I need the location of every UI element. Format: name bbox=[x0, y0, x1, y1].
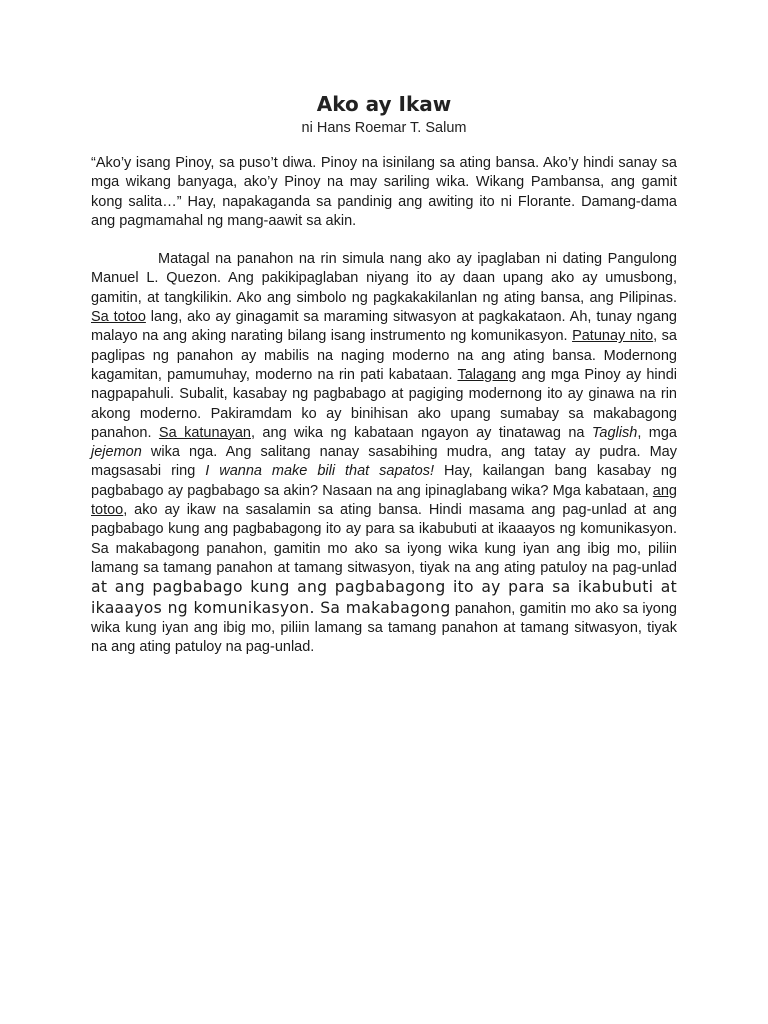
text-run: Hay, kailangan bang kasabay ng pagbabago ay pagbabago sa akin? Nasaan na ang ipinaglabang wika? Mga kabataan, bbox=[91, 463, 677, 499]
italic-phrase: Taglish bbox=[591, 424, 638, 441]
text-run: , mga bbox=[637, 424, 677, 441]
document-author: ni Hans Roemar T. Salum bbox=[301, 120, 467, 136]
italic-phrase: jejemon bbox=[91, 444, 142, 461]
text-run: ang mga Pinoy ay hindi nagpapahuli. Subalit, kasabay ng pagbabago at pagiging modernong ito ay ginawa na rin akong moderno. Pakiramdam ko ay binihisan ako upang sumabay sa makabagong panahon. bbox=[91, 366, 678, 441]
text-run: , ang wika ng kabataan ngayon ay tinatawag na bbox=[250, 424, 592, 441]
text-run: wika nga. Ang salitang nanay sasabihing mudra, ang tatay ay pudra. May magsasabi ring bbox=[91, 444, 677, 480]
paragraph-1: “Ako’y isang Pinoy, sa puso’t diwa. Pinoy na isinilang sa ating bansa. Ako’y hindi sanay sa mga wikang banyaga, ako’y Pinoy na may sariling wika. Wikang Pambansa, ang gamit kong salita…” Hay, napakaganda sa pandinig ang awiting ito ni Florante. Damang-dama ang pagmamahal ng mang-aawit sa akin. bbox=[91, 155, 677, 229]
text-run: Matagal na panahon na rin simula nang ako ay ipaglaban ni dating Pangulong Manuel L. Quezon. Ang pakikipaglaban niyang ito ay daan upang ako ay umusbong, gamitin, at tangkilikin. Ako ang simbolo ng pagkakakilanlan ng ating bansa, ang Pilipinas. bbox=[91, 251, 677, 306]
underlined-phrase: Talagang bbox=[457, 366, 517, 383]
italic-phrase: I wanna make bili that sapatos! bbox=[205, 463, 434, 480]
document-page bbox=[91, 90, 677, 676]
paragraph-2 bbox=[91, 250, 677, 657]
underlined-phrase: ang totoo bbox=[91, 482, 677, 519]
underlined-phrase: Patunay nito bbox=[572, 328, 654, 345]
document-title: Ako ay Ikaw bbox=[316, 92, 452, 116]
text-run: , ako ay ikaw na sasalamin sa ating bansa. Hindi masama ang pag-unlad at ang pagbabago kung ang pagbabagong ito ay para sa ikabubuti at ikaaayos ng komunikasyon. Sa makabagong panahon, gamitin mo ako sa iyong wika kung iyan ang ibig mo, piliin lamang sa tamang panahon at tamang sitwasyon, tiyak na ang ating patuloy na pag-unlad bbox=[91, 502, 677, 576]
underlined-phrase: Sa totoo bbox=[91, 309, 146, 326]
underlined-phrase: Sa katunayan bbox=[158, 424, 251, 441]
text-run: , sa paglipas ng panahon ay mabilis na naging moderno na ang ating bansa. Modernong kagamitan, pamumuhay, moderno na rin pati kabataan. bbox=[91, 328, 677, 383]
text-run: panahon, gamitin mo ako sa iyong wika kung iyan ang ibig mo, piliin lamang sa tamang panahon at tamang sitwasyon, tiyak na ang ating patuloy na pag-unlad. bbox=[91, 600, 677, 656]
larger-font-run: at ang pagbabago kung ang pagbabagong ito ay para sa ikabubuti at ikaaayos ng komunikasyon. Sa makabagong bbox=[91, 578, 677, 617]
text-run: lang, ako ay ginagamit sa maraming sitwasyon at pagkakataon. Ah, tunay ngang malayo na ang aking narating bilang isang instrumento ng komunikasyon. bbox=[91, 309, 678, 345]
